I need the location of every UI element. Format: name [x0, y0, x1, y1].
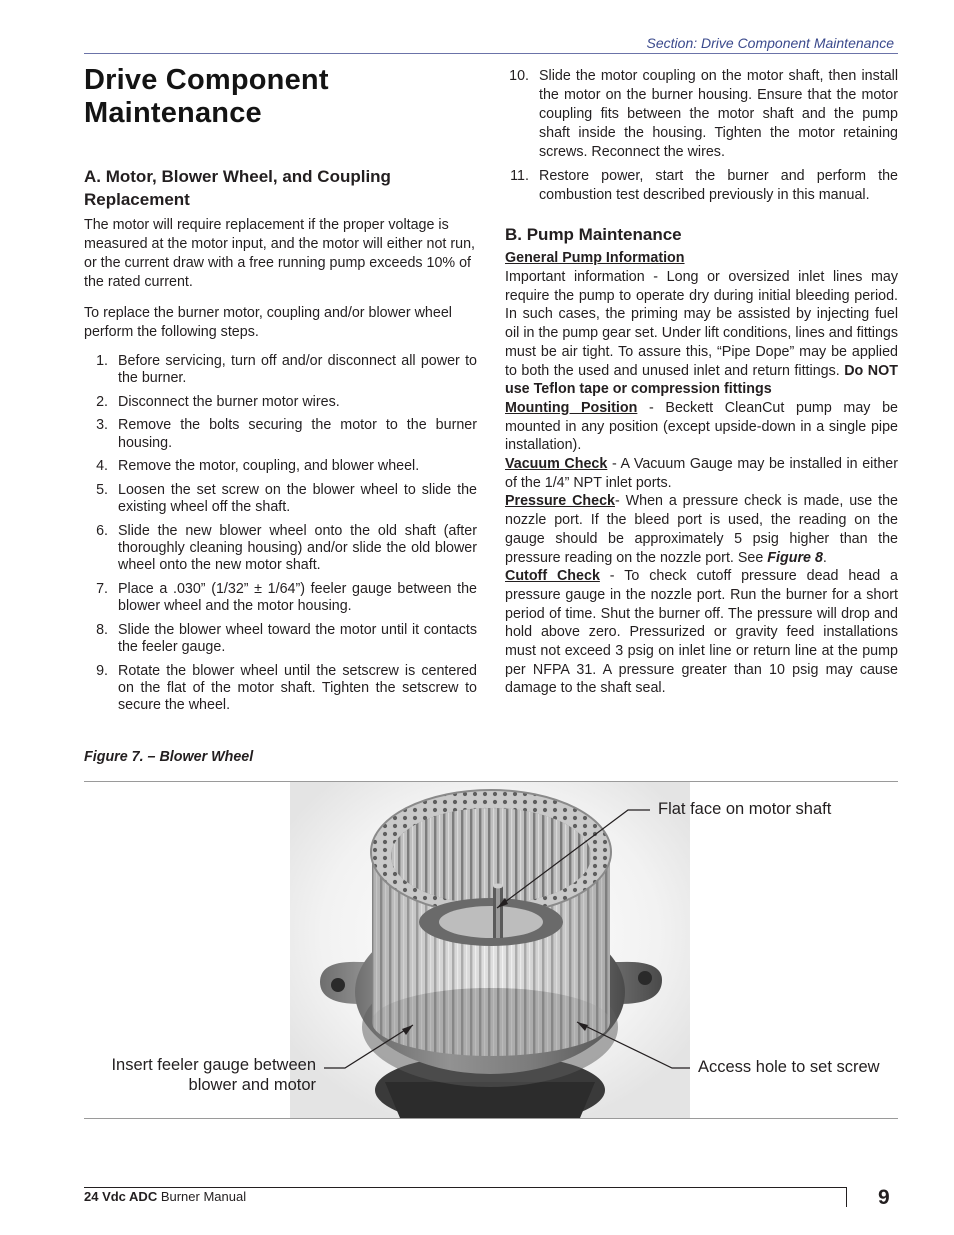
footer-rule	[84, 1187, 846, 1188]
list-item: 5. Loosen the set screw on the blower wheel to slide the existing wheel off the shaft.	[96, 481, 477, 516]
list-item: 2. Disconnect the burner motor wires.	[96, 393, 340, 410]
general-pump-info-text: Important information - Long or oversized inlet lines may require the pump to operate dry during initial bleeding period. In such cases, the priming may be assisted by injecting fuel oil in the pump gear set. Under lift conditions, lines and fittings must be air tight. To assure this, “Pipe Dope” may be applied to both the used and unused inlet and return fittings. Do NOT use Teflon tape or compression fittings	[505, 269, 898, 398]
pressure-check-label: Pressure Check	[505, 493, 615, 510]
list-item: 4. Remove the motor, coupling, and blower wheel.	[96, 458, 420, 475]
figure-bottom-rule	[84, 1118, 898, 1119]
section-header-label: Section: Drive Component Maintenance	[646, 35, 894, 51]
list-item: 8. Slide the blower wheel toward the motor until it contacts the feeler gauge.	[96, 621, 477, 656]
mounting-position-label: Mounting Position	[505, 399, 638, 416]
section-a-heading: A. Motor, Blower Wheel, and Coupling Replacement	[84, 167, 391, 209]
page-title-line2: Maintenance	[84, 97, 262, 129]
footer-manual-title: 24 Vdc ADC Burner Manual	[84, 1189, 247, 1204]
teflon-warning: Do NOT use Teflon tape or compression fittings	[505, 362, 898, 398]
callout-access-hole: Access hole to set screw	[698, 1058, 880, 1076]
section-b-heading: B. Pump Maintenance	[505, 225, 682, 244]
figure-8-reference: Figure 8	[767, 549, 823, 566]
list-item: 3. Remove the bolts securing the motor to the burner housing.	[96, 417, 477, 451]
figure-caption: Figure 7. – Blower Wheel	[84, 749, 254, 765]
page-number: 9	[878, 1186, 890, 1209]
list-item: 1. Before servicing, turn off and/or disconnect all power to the burner.	[96, 353, 477, 387]
list-item: 6. Slide the new blower wheel onto the old shaft (after thoroughly cleaning housing) and/or slide the old blower wheel onto the new motor shaft.	[96, 522, 477, 574]
cutoff-check-paragraph: Cutoff Check - To check cutoff pressure dead head a pressure gauge in the nozzle port. Run the burner for a short period of time. Shut the burner off. The pressure will drop and hold above zero. Pressurized or gravity feed installations must not exceed 3 psig on inlet line or return line at the pump per NFPA 31. A pressure greater than 10 psig may cause damage to the shaft seal.	[505, 568, 898, 697]
page-title	[84, 64, 464, 130]
blower-wheel-photo	[290, 782, 690, 1118]
section-a-intro: The motor will require replacement if the proper voltage is measured at the motor input, and the motor will either not run, or the current draw with a free running pump exceeds 10% of the rated current.	[84, 217, 475, 290]
replacement-steps-list-continued	[505, 67, 898, 205]
general-pump-info-heading: General Pump Information	[505, 250, 685, 266]
vacuum-check-paragraph: Vacuum Check - A Vacuum Gauge may be installed in either of the 1/4” NPT inlet ports.	[505, 456, 898, 491]
replacement-steps-list	[84, 353, 477, 715]
cutoff-check-label: Cutoff Check	[505, 568, 600, 585]
list-item: 9. Rotate the blower wheel until the setscrew is centered on the flat of the motor shaft. Tighten the setscrew to secure the wheel.	[96, 662, 477, 714]
header-rule	[84, 53, 898, 54]
page-title-line1: Drive Component	[84, 64, 329, 96]
left-column	[84, 165, 477, 721]
callout-flat-face: Flat face on motor shaft	[658, 800, 832, 818]
callout-feeler-gauge: Insert feeler gauge between blower and motor	[111, 1056, 316, 1094]
right-column	[505, 67, 898, 698]
list-item: 7. Place a .030” (1/32” ± 1/64”) feeler gauge between the blower wheel and the motor housing.	[96, 581, 477, 615]
footer-divider	[846, 1187, 847, 1207]
vacuum-check-label: Vacuum Check	[505, 456, 608, 473]
list-item: 10. Slide the motor coupling on the motor shaft, then install the motor on the burner housing. Ensure that the motor coupling fits between the motor shaft and the pump shaft inside the housing. Tighten the motor retaining screws. Reconnect the wires.	[509, 68, 898, 160]
section-a-steps-intro: To replace the burner motor, coupling and/or blower wheel perform the following steps.	[84, 305, 452, 340]
pressure-check-paragraph: Pressure Check- When a pressure check is made, use the nozzle port. If the bleed port is used, the reading on the gauge should be approximately 5 psig higher than the pressure reading on the nozzle port. See Figure 8.	[505, 493, 899, 566]
mounting-position-paragraph: Mounting Position - Beckett CleanCut pump may be mounted in any position (except upside-down in a single pipe installation).	[505, 399, 898, 454]
list-item: 11. Restore power, start the burner and perform the combustion test described previously in this manual.	[510, 168, 898, 203]
